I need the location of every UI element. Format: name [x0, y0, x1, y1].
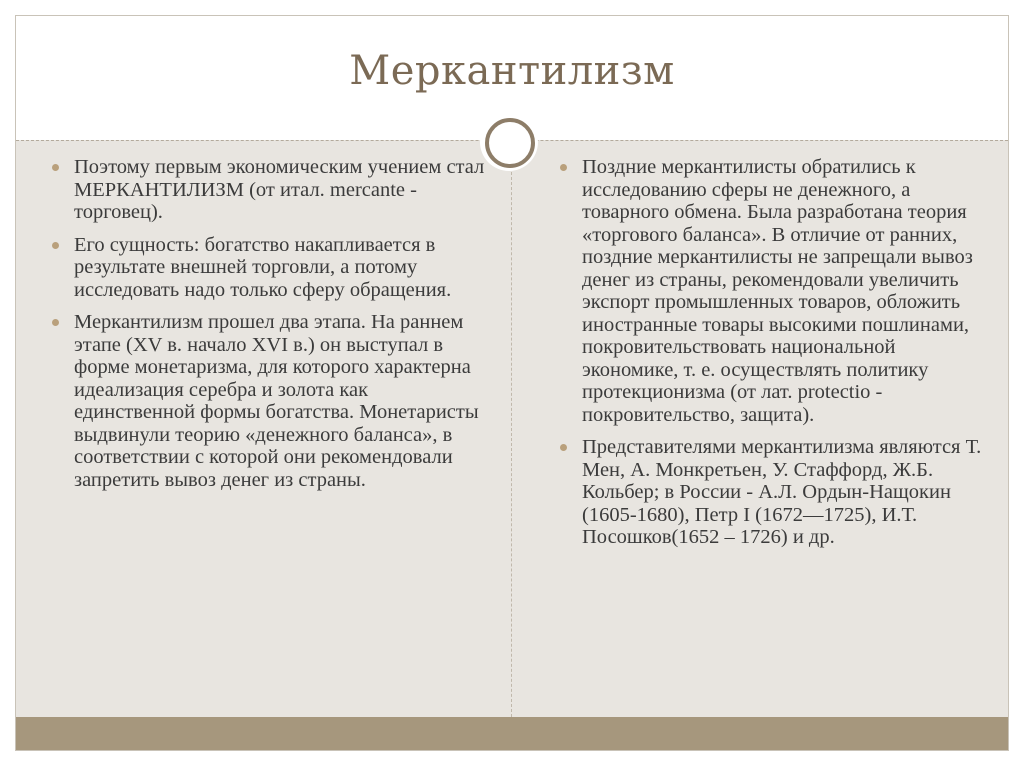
bullet-icon: [560, 444, 567, 451]
ornament-circle-icon: [485, 118, 535, 168]
list-item-text: Меркантилизм прошел два этапа. На раннем этапе (XV в. начало XVI в.) он выступал в форме монетаризма, для которого характерна идеализация серебра и золота как единственной формы богатства. Монетаристы выдвинули теорию «денежного баланса», в соответствии с которой они рекомендовали запретить вывоз денег из страны.: [74, 311, 479, 491]
list-item-text: Поэтому первым экономическим учением стал МЕРКАНТИЛИЗМ (от итал. mercante - торговец).: [74, 156, 485, 223]
bullet-icon: [52, 242, 59, 249]
list-item-text: Поздние меркантилисты обратились к исследованию сферы не денежного, а товарного обмена. Была разработана теория «торгового баланса». В отличие от ранних, поздние меркантилисты не запрещали вывоз денег из страны, рекомендовали увеличить экспорт промышленных товаров, обложить иностранные товары высокими пошлинами, покровительствовать национальной экономике, т. е. осуществлять политику протекционизма (от лат. protectio - покровительство, защита).: [582, 156, 973, 426]
right-column: [556, 156, 984, 559]
list-item-text: Его сущность: богатство накапливается в результате внешней торговли, а потому исследовать надо только сферу обращения.: [74, 233, 452, 301]
left-column: [48, 156, 488, 501]
list-item: [556, 156, 984, 426]
list-item-text: Представителями меркантилизма являются Т. Мен, А. Монкретьен, У. Стаффорд, Ж.Б. Кольбер; в России - А.Л. Ордын-Нащокин (1605-1680), Петр I (1672—1725), И.Т. Посошков(1652 – 1726) и др.: [582, 436, 982, 548]
slide-title: Меркантилизм: [349, 48, 675, 94]
footer-bar: [16, 717, 1008, 750]
bullet-icon: [52, 319, 59, 326]
bullet-icon: [560, 164, 567, 171]
list-item: [48, 234, 488, 302]
bullet-icon: [52, 164, 59, 171]
list-item: [556, 436, 984, 549]
column-divider: [511, 172, 512, 717]
list-item: [48, 311, 488, 491]
list-item: [48, 156, 488, 224]
